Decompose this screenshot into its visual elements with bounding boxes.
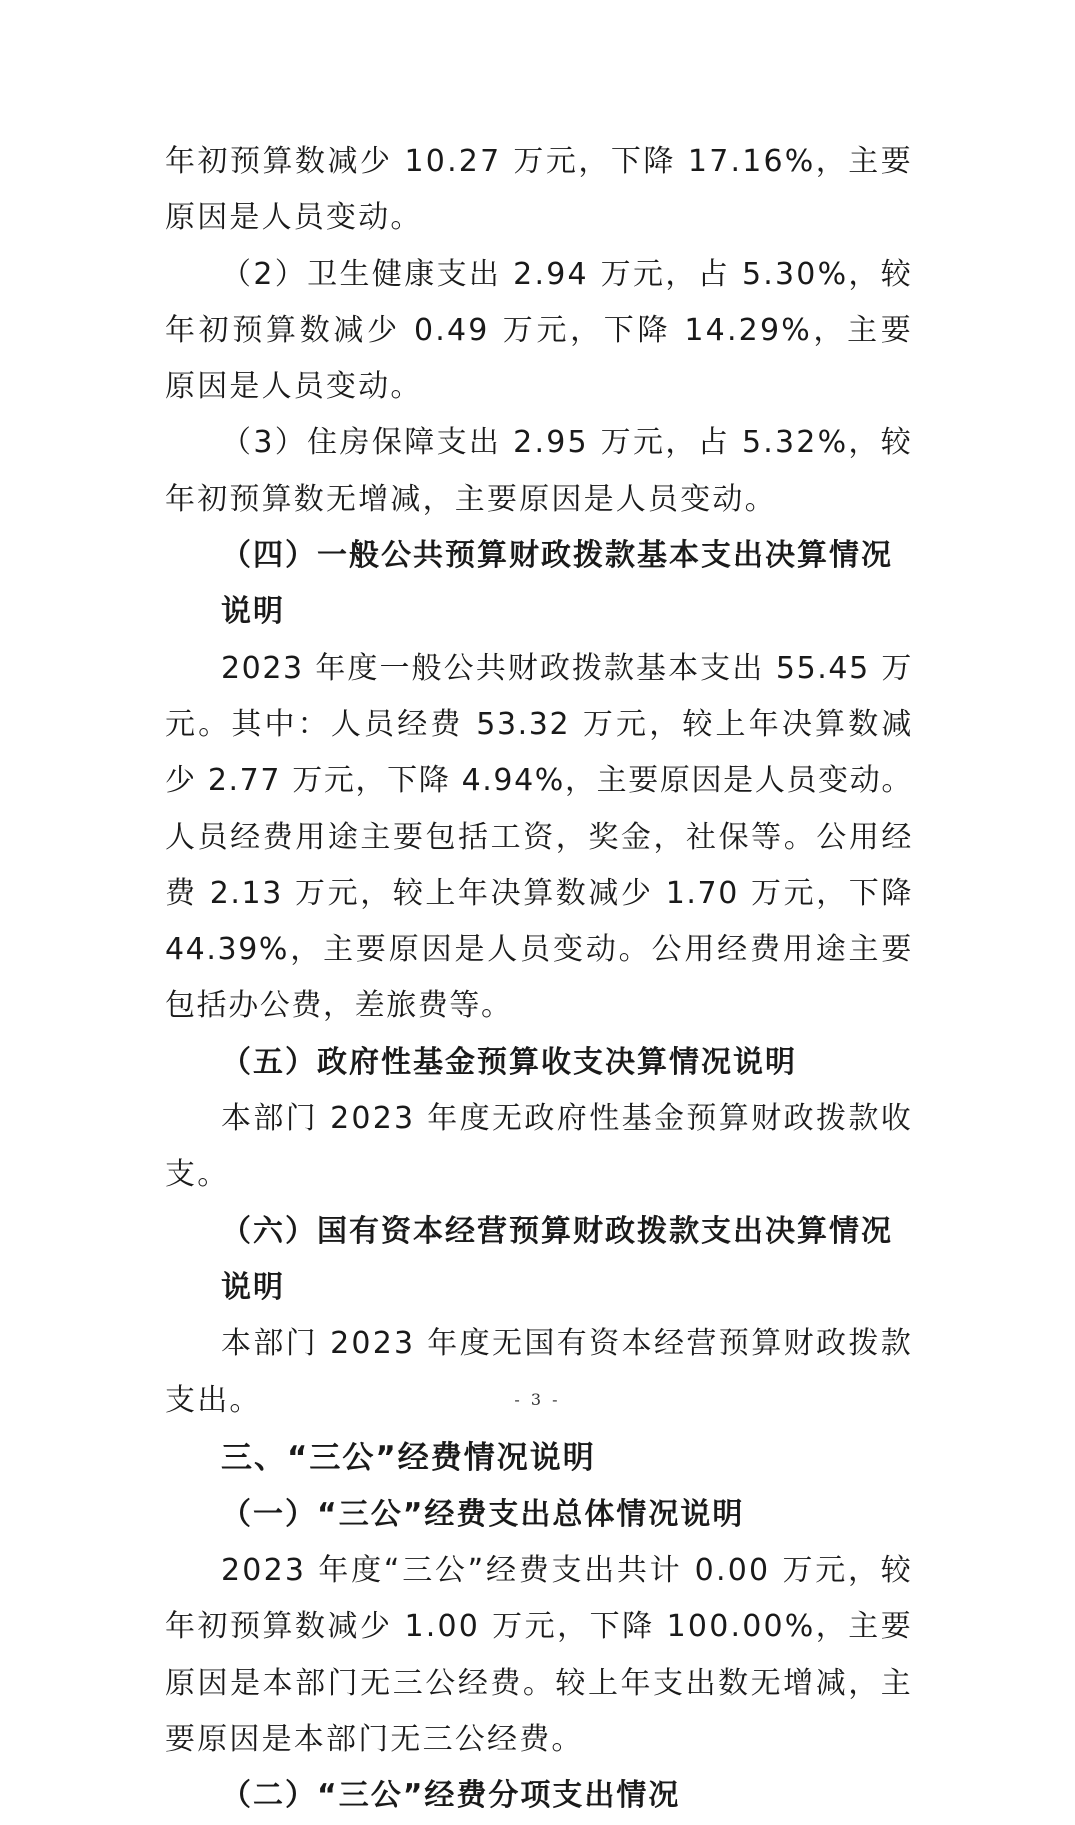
paragraph-state-capital: 本部门 2023 年度无国有资本经营预算财政拨款支出。 xyxy=(165,1326,913,1418)
heading-three-public: 三、“三公”经费情况说明 xyxy=(221,1439,596,1476)
paragraph-three-public-overall: 2023 年度“三公”经费支出共计 0.00 万元，较年初预算数减少 1.00 万元，下降 100.00%，主要原因是本部门无三公经费。较上年支出数无增减，主要原因是本部门无三公经费。 xyxy=(165,1553,913,1758)
paragraph-government-fund: 本部门 2023 年度无政府性基金预算财政拨款收支。 xyxy=(165,1101,913,1193)
heading-three-public-overall: （一）“三公”经费支出总体情况说明 xyxy=(221,1496,745,1532)
paragraph-health-expenditure: （2）卫生健康支出 2.94 万元，占 5.30%，较年初预算数减少 0.49 万元，下降 14.29%，主要原因是人员变动。 xyxy=(165,256,913,405)
page-content xyxy=(165,134,913,1825)
heading-state-capital: （六）国有资本经营预算财政拨款支出决算情况说明 xyxy=(221,1213,893,1305)
heading-three-public-items: （二）“三公”经费分项支出情况 xyxy=(221,1778,681,1814)
paragraph-basic-expenditure: 2023 年度一般公共财政拨款基本支出 55.45 万元。其中：人员经费 53.32 万元，较上年决算数减少 2.77 万元，下降 4.94%，主要原因是人员变动。人员经费用途主要包括工资，奖金，社保等。公用经费 2.13 万元，较上年决算数减少 1.70 万元，下降 44.39%，主要原因是人员变动。公用经费用途主要包括办公费，差旅费等。 xyxy=(165,650,913,1024)
heading-government-fund: （五）政府性基金预算收支决算情况说明 xyxy=(221,1044,797,1080)
paragraph-budget-decrease-cont: 年初预算数减少 10.27 万元，下降 17.16%，主要原因是人员变动。 xyxy=(165,144,913,236)
heading-basic-expenditure: （四）一般公共预算财政拨款基本支出决算情况说明 xyxy=(221,538,893,630)
page-number: - 3 - xyxy=(514,1390,561,1409)
paragraph-housing-expenditure: （3）住房保障支出 2.95 万元，占 5.32%，较年初预算数无增减，主要原因是人员变动。 xyxy=(165,425,913,517)
